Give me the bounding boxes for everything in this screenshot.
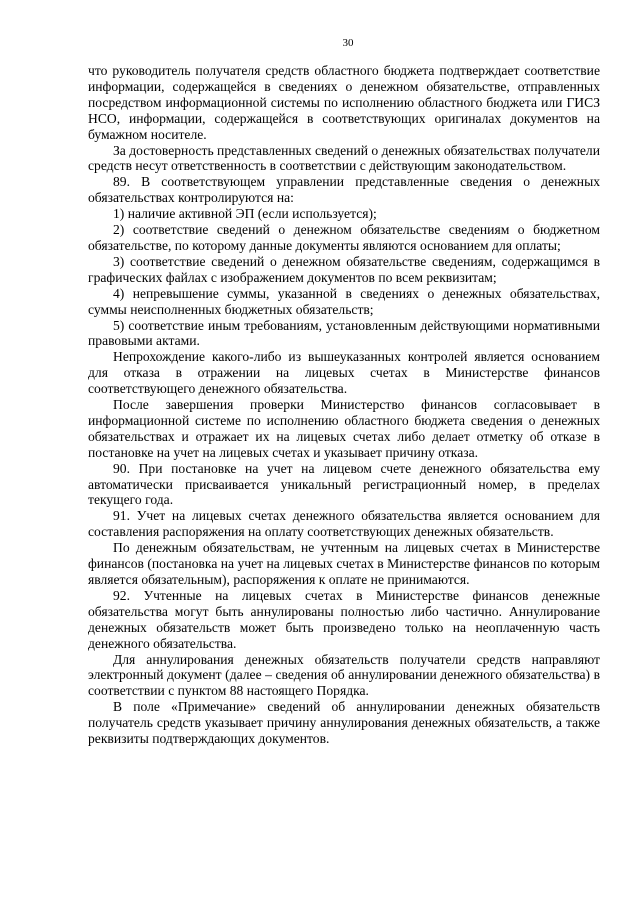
page-number: 30 <box>342 37 354 49</box>
paragraph-responsibility: За достоверность представленных сведений о денежных обязательствах получатели средств несут ответственность в соответствии с действующим законодательством. <box>88 142 600 174</box>
list-item-3: 3) соответствие сведений о денежном обязательстве сведениям, содержащимся в графических файлах с изображением документов по всем реквизитам; <box>88 253 600 285</box>
paragraph-continuation: что руководитель получателя средств областного бюджета подтверждает соответствие информации, содержащейся в сведениях о денежном обязательстве, отправленных посредством информационной системы по исполнению областного бюджета или ГИСЗ НСО, информации, содержащейся в соответствующих оригиналах документов на бумажном носителе. <box>88 63 600 142</box>
paragraph-not-accepted: По денежным обязательствам, не учтенным на лицевых счетах в Министерстве финансов (постановка на учет на лицевых счетах в Министерстве финансов по которым является обязательным), распоряжения к оплате не принимаются. <box>88 540 600 587</box>
list-item-2: 2) соответствие сведений о денежном обязательстве сведениям о бюджетном обязательстве, по которому данные документы являются основанием для оплаты; <box>88 222 600 253</box>
paragraph-92: 92. Учтенные на лицевых счетах в Министерстве финансов денежные обязательства могут быть аннулированы полностью либо частично. Аннулирование денежных обязательств может быть произведено только на неоплаченную часть денежного обязательства. <box>88 587 600 651</box>
paragraph-89: 89. В соответствующем управлении представленные сведения о денежных обязательствах контролируются на: <box>88 174 600 206</box>
paragraph-91: 91. Учет на лицевых счетах денежного обязательства является основанием для составления распоряжения на оплату соответствующих денежных обязательств. <box>88 508 600 540</box>
paragraph-annulment: Для аннулирования денежных обязательств получатели средств направляют электронный документ (далее – сведения об аннулировании денежного обязательства) в соответствии с пунктом 88 настоящего Порядка. <box>88 651 600 699</box>
paragraph-after-check: После завершения проверки Министерство финансов согласовывает в информационной системе по исполнению областного бюджета сведения о денежных обязательствах и отражает их на лицевых счетах либо делает отметку об отказе в постановке на учет на лицевых счетах и указывает причину отказа. <box>88 397 600 460</box>
paragraph-note-field: В поле «Примечание» сведений об аннулировании денежных обязательств получатель средств указывает причину аннулирования денежных обязательств, а также реквизиты подтверждающих документов. <box>88 699 600 747</box>
list-item-5: 5) соответствие иным требованиям, установленным действующими нормативными правовыми актами. <box>88 317 600 349</box>
list-item-4: 4) непревышение суммы, указанной в сведениях о денежных обязательствах, суммы неисполненных бюджетных обязательств; <box>88 285 600 317</box>
document-body <box>88 63 600 747</box>
paragraph-control-failure: Непрохождение какого-либо из вышеуказанных контролей является основанием для отказа в отражении на лицевых счетах в Министерстве финансов соответствующего денежного обязательства. <box>88 349 600 397</box>
paragraph-90: 90. При постановке на учет на лицевом счете денежного обязательства ему автоматически присваивается уникальный регистрационный номер, в пределах текущего года. <box>88 460 600 508</box>
list-item-1: 1) наличие активной ЭП (если используется); <box>113 206 377 222</box>
